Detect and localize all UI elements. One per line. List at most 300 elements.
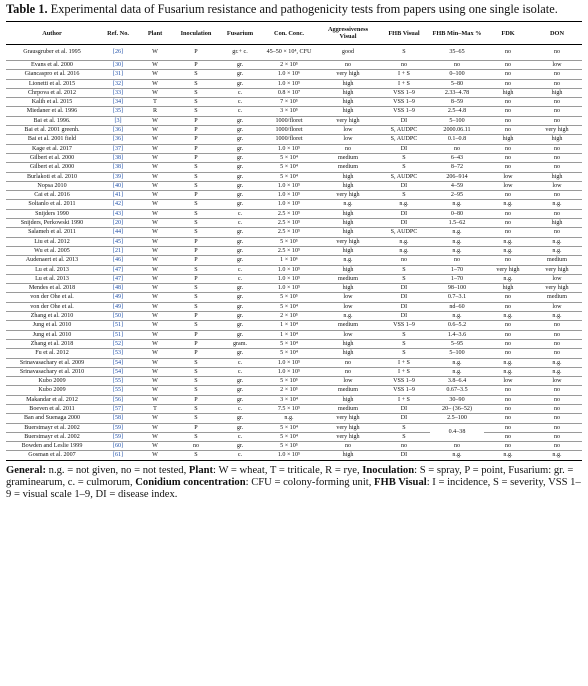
cell-aggressiveness: n.g. [318, 200, 378, 209]
cell-fhb-minmax: 8–59 [430, 98, 484, 107]
cell-author: von der Ohe et al. [6, 293, 98, 302]
cell-plant: W [138, 367, 172, 376]
cell-ref[interactable]: [34] [98, 98, 138, 107]
cell-inoculation: S [172, 219, 220, 228]
cell-inoculation: S [172, 163, 220, 172]
cell-fdk: n.g. [484, 200, 532, 209]
footnote-conc-text: : CFU = colony-forming unit, [245, 476, 374, 488]
cell-inoculation: P [172, 256, 220, 265]
cell-don: n.g. [532, 237, 582, 246]
cell-don: medium [532, 256, 582, 265]
cell-fusarium: gr. [220, 237, 260, 246]
cell-conc: 5 × 10⁴ [260, 163, 318, 172]
column-header-inoculation: Inoculation [172, 22, 220, 45]
cell-inoculation: S [172, 79, 220, 88]
cell-aggressiveness: high [318, 284, 378, 293]
cell-fusarium: gr. [220, 153, 260, 162]
cell-ref[interactable]: [42] [98, 200, 138, 209]
table-row [6, 302, 582, 311]
table-row [6, 293, 582, 302]
cell-plant: W [138, 153, 172, 162]
cell-don: no [532, 321, 582, 330]
cell-plant: W [138, 432, 172, 441]
table-row [6, 367, 582, 376]
cell-inoculation: S [172, 209, 220, 218]
cell-fhb-visual: VSS 1–9 [378, 321, 430, 330]
cell-inoculation: P [172, 339, 220, 348]
cell-author: Kage et al. 2017 [6, 144, 98, 153]
cell-fhb-visual: S [378, 191, 430, 200]
cell-aggressiveness: high [318, 79, 378, 88]
cell-fdk: no [484, 45, 532, 61]
cell-fusarium: c. [220, 219, 260, 228]
cell-fusarium: gr. [220, 79, 260, 88]
cell-fdk: no [484, 61, 532, 70]
cell-fusarium: gr. [220, 442, 260, 451]
table-row [6, 321, 582, 330]
cell-fusarium: gr.+ c. [220, 45, 260, 61]
cell-fhb-minmax: 5–95 [430, 339, 484, 348]
cell-fhb-visual: S [378, 45, 430, 61]
table-row [6, 284, 582, 293]
cell-fdk: no [484, 339, 532, 348]
cell-ref[interactable]: [38] [98, 153, 138, 162]
cell-ref[interactable]: [60] [98, 442, 138, 451]
cell-aggressiveness: n.g. [318, 256, 378, 265]
cell-fusarium: gr. [220, 395, 260, 404]
cell-plant: W [138, 228, 172, 237]
cell-fhb-visual: DI [378, 302, 430, 311]
cell-fusarium: gr. [220, 312, 260, 321]
cell-ref[interactable]: [38] [98, 163, 138, 172]
cell-fdk: high [484, 88, 532, 97]
table-row [6, 442, 582, 451]
cell-plant: W [138, 79, 172, 88]
cell-author: Mendes et al. 2018 [6, 284, 98, 293]
cell-fusarium: gr. [220, 116, 260, 125]
cell-inoculation: no [172, 442, 220, 451]
cell-fhb-visual: DI [378, 414, 430, 423]
cell-ref[interactable]: [40] [98, 181, 138, 190]
table-row [6, 395, 582, 404]
cell-conc: 5 × 10⁴ [260, 423, 318, 432]
cell-fusarium: gr. [220, 144, 260, 153]
cell-fdk: low [484, 181, 532, 190]
cell-inoculation: S [172, 386, 220, 395]
cell-fhb-visual: VSS 1–9 [378, 377, 430, 386]
cell-ref[interactable]: [55] [98, 386, 138, 395]
cell-inoculation: P [172, 246, 220, 255]
cell-conc: 5 × 10⁴ [260, 153, 318, 162]
cell-fusarium: gr. [220, 61, 260, 70]
cell-conc: 3 × 10⁴ [260, 395, 318, 404]
cell-fhb-visual: DI [378, 312, 430, 321]
cell-ref[interactable]: [32] [98, 79, 138, 88]
cell-don: very high [532, 284, 582, 293]
cell-ref[interactable]: [61] [98, 451, 138, 460]
cell-author: Buerstmayr et al. 2002 [6, 423, 98, 432]
cell-ref[interactable]: [56] [98, 395, 138, 404]
cell-fhb-minmax: 2.33–4.78 [430, 88, 484, 97]
cell-author: Grausgruber et al. 1995 [6, 45, 98, 61]
cell-fhb-minmax: 5–100 [430, 349, 484, 358]
cell-conc: 1.0 × 10⁵ [260, 367, 318, 376]
cell-conc: 1 × 10⁴ [260, 330, 318, 339]
cell-aggressiveness: no [318, 358, 378, 367]
cell-conc: 5 × 10⁵ [260, 377, 318, 386]
cell-aggressiveness: low [318, 293, 378, 302]
cell-fhb-visual: DI [378, 284, 430, 293]
cell-plant: W [138, 191, 172, 200]
cell-author: Lu et al. 2013 [6, 274, 98, 283]
cell-don: n.g. [532, 367, 582, 376]
cell-ref[interactable]: [52] [98, 339, 138, 348]
cell-plant: R [138, 107, 172, 116]
cell-conc: 2.5 × 10⁵ [260, 219, 318, 228]
cell-inoculation: P [172, 191, 220, 200]
cell-fhb-visual: DI [378, 144, 430, 153]
cell-fhb-minmax: 30–90 [430, 395, 484, 404]
table-caption [6, 2, 582, 17]
cell-author: Bai et al. 2001 greenh. [6, 126, 98, 135]
cell-ref[interactable]: [36] [98, 135, 138, 144]
cell-fhb-visual: S [378, 330, 430, 339]
cell-author: von der Ohe et al. [6, 302, 98, 311]
cell-fhb-visual: I + S [378, 395, 430, 404]
cell-don: n.g. [532, 358, 582, 367]
cell-inoculation: S [172, 293, 220, 302]
cell-fusarium: c. [220, 209, 260, 218]
cell-conc: 7.5 × 10⁵ [260, 404, 318, 413]
cell-fusarium: gr. [220, 191, 260, 200]
table-row [6, 377, 582, 386]
cell-fhb-minmax: 1–70 [430, 265, 484, 274]
cell-fhb-visual: I + S [378, 79, 430, 88]
cell-inoculation: P [172, 126, 220, 135]
cell-ref[interactable]: [44] [98, 228, 138, 237]
cell-plant: W [138, 395, 172, 404]
results-table [6, 21, 582, 461]
cell-don: medium [532, 293, 582, 302]
cell-ref[interactable]: [48] [98, 284, 138, 293]
cell-fusarium: gr. [220, 377, 260, 386]
cell-ref[interactable]: [37] [98, 144, 138, 153]
cell-author: Ban and Suenaga 2000 [6, 414, 98, 423]
cell-fhb-minmax: no [430, 144, 484, 153]
cell-conc: 5 × 10⁴ [260, 302, 318, 311]
cell-author: Kubo 2009 [6, 386, 98, 395]
cell-fusarium: c. [220, 367, 260, 376]
cell-ref[interactable]: [50] [98, 312, 138, 321]
cell-ref[interactable]: [45] [98, 237, 138, 246]
table-row [6, 116, 582, 125]
cell-fdk: n.g. [484, 237, 532, 246]
cell-don: no [532, 404, 582, 413]
cell-don: no [532, 98, 582, 107]
cell-don: no [532, 349, 582, 358]
cell-conc: 1.0 × 10⁵ [260, 284, 318, 293]
cell-conc: 1.0 × 10⁵ [260, 191, 318, 200]
cell-fdk: low [484, 377, 532, 386]
cell-plant: W [138, 312, 172, 321]
cell-don: n.g. [532, 246, 582, 255]
cell-fhb-minmax: 20– (36–52) [430, 404, 484, 413]
cell-aggressiveness: very high [318, 70, 378, 79]
cell-don: no [532, 386, 582, 395]
cell-aggressiveness: no [318, 144, 378, 153]
table-row [6, 70, 582, 79]
cell-ref[interactable]: [51] [98, 330, 138, 339]
cell-ref[interactable]: [36] [98, 126, 138, 135]
cell-fhb-minmax: 2–95 [430, 191, 484, 200]
cell-fdk: no [484, 442, 532, 451]
cell-fhb-minmax: n.g. [430, 358, 484, 367]
cell-author: Snijders, Perkowski 1990 [6, 219, 98, 228]
cell-conc: 5 × 10⁴ [260, 339, 318, 348]
cell-plant: W [138, 339, 172, 348]
cell-fhb-visual: S, AUDPC [378, 172, 430, 181]
cell-conc: 1.0 × 10⁵ [260, 265, 318, 274]
cell-ref[interactable]: [54] [98, 367, 138, 376]
footnote-general-label: General: [6, 464, 47, 476]
cell-ref[interactable]: [53] [98, 349, 138, 358]
footnote-fhb-text: : I = incidence, S = severity, VSS 1–9 = visual scale 1–9, DI = disease index. [6, 476, 581, 500]
cell-aggressiveness: high [318, 172, 378, 181]
cell-fusarium: gr. [220, 256, 260, 265]
cell-plant: W [138, 172, 172, 181]
cell-ref[interactable]: [31] [98, 70, 138, 79]
cell-plant: W [138, 246, 172, 255]
cell-don: no [532, 191, 582, 200]
cell-ref[interactable]: [20] [98, 219, 138, 228]
cell-conc: 1.0 × 10⁵ [260, 358, 318, 367]
cell-ref[interactable]: [41] [98, 191, 138, 200]
cell-fhb-visual: DI [378, 404, 430, 413]
cell-fdk: no [484, 349, 532, 358]
cell-fusarium: gr. [220, 126, 260, 135]
cell-ref[interactable]: [59] [98, 423, 138, 432]
footnote-general-text: n.g. = not given, no = not tested, [46, 464, 189, 476]
cell-author: Zhang et al. 2010 [6, 312, 98, 321]
cell-inoculation: S [172, 432, 220, 441]
cell-author: Salameh et al. 2011 [6, 228, 98, 237]
cell-inoculation: P [172, 144, 220, 153]
cell-don: very high [532, 265, 582, 274]
cell-plant: W [138, 144, 172, 153]
cell-fhb-minmax: 35–65 [430, 45, 484, 61]
cell-ref[interactable]: [26] [98, 45, 138, 61]
cell-fhb-minmax: 2.5–100 [430, 414, 484, 423]
cell-aggressiveness: low [318, 302, 378, 311]
cell-fusarium: c. [220, 274, 260, 283]
cell-fusarium: gram. [220, 339, 260, 348]
cell-ref[interactable]: [47] [98, 274, 138, 283]
cell-fusarium: gr. [220, 135, 260, 144]
cell-plant: W [138, 302, 172, 311]
cell-plant: T [138, 98, 172, 107]
cell-author: Kubo 2009 [6, 377, 98, 386]
cell-aggressiveness: high [318, 228, 378, 237]
cell-fdk: high [484, 135, 532, 144]
table-row [6, 163, 582, 172]
cell-author: Zhang et al. 2018 [6, 339, 98, 348]
cell-fhb-minmax: no [430, 442, 484, 451]
cell-ref[interactable]: [39] [98, 172, 138, 181]
cell-plant: W [138, 237, 172, 246]
table-row [6, 451, 582, 460]
cell-fusarium: c. [220, 107, 260, 116]
cell-ref[interactable]: [46] [98, 256, 138, 265]
cell-inoculation: S [172, 377, 220, 386]
cell-plant: W [138, 88, 172, 97]
cell-conc: 5 × 10⁴ [260, 349, 318, 358]
cell-conc: 5 × 10⁵ [260, 293, 318, 302]
cell-author: Bowden and Leslie 1999 [6, 442, 98, 451]
table-row [6, 404, 582, 413]
cell-don: n.g. [532, 312, 582, 321]
cell-inoculation: P [172, 237, 220, 246]
cell-ref[interactable]: [54] [98, 358, 138, 367]
table-row [6, 181, 582, 190]
cell-ref[interactable]: [59] [98, 432, 138, 441]
cell-don: no [532, 228, 582, 237]
cell-fusarium: c. [220, 358, 260, 367]
cell-ref[interactable]: [58] [98, 414, 138, 423]
cell-fhb-minmax: n.g. [430, 200, 484, 209]
cell-aggressiveness: medium [318, 163, 378, 172]
cell-ref[interactable]: [51] [98, 321, 138, 330]
cell-ref[interactable]: [33] [98, 88, 138, 97]
cell-fhb-minmax: no [430, 61, 484, 70]
cell-fdk: no [484, 386, 532, 395]
table-row [6, 79, 582, 88]
table-row [6, 191, 582, 200]
cell-ref[interactable]: [55] [98, 377, 138, 386]
cell-fhb-minmax: 0–100 [430, 70, 484, 79]
column-header-ref: Ref. No. [98, 22, 138, 45]
cell-don: low [532, 302, 582, 311]
cell-author: Buerstmayr et al. 2002 [6, 432, 98, 441]
cell-conc: 2.5 × 10⁵ [260, 246, 318, 255]
cell-don: no [532, 79, 582, 88]
cell-fusarium: c. [220, 88, 260, 97]
cell-fusarium: c. [220, 451, 260, 460]
cell-don: n.g. [532, 451, 582, 460]
cell-plant: W [138, 70, 172, 79]
cell-fdk: high [484, 284, 532, 293]
cell-don: no [532, 339, 582, 348]
cell-aggressiveness: no [318, 61, 378, 70]
table-row [6, 265, 582, 274]
cell-ref[interactable]: [43] [98, 209, 138, 218]
cell-aggressiveness: very high [318, 414, 378, 423]
cell-fhb-minmax: 1.4–3.6 [430, 330, 484, 339]
cell-fhb-visual: DI [378, 181, 430, 190]
cell-fhb-minmax: 5–100 [430, 116, 484, 125]
table-row [6, 126, 582, 135]
cell-conc: 1.0 × 10⁵ [260, 274, 318, 283]
cell-ref[interactable]: [47] [98, 265, 138, 274]
cell-fdk: no [484, 191, 532, 200]
cell-aggressiveness: high [318, 88, 378, 97]
cell-aggressiveness: high [318, 246, 378, 255]
cell-conc: 2 × 10⁵ [260, 312, 318, 321]
cell-fusarium: gr. [220, 246, 260, 255]
cell-conc: n.g. [260, 414, 318, 423]
cell-conc: 3 × 10⁵ [260, 107, 318, 116]
cell-fusarium: c. [220, 432, 260, 441]
cell-ref[interactable]: [35] [98, 107, 138, 116]
cell-aggressiveness: very high [318, 432, 378, 441]
cell-conc: 2.5 × 10⁵ [260, 228, 318, 237]
cell-author: Burlakoti et al. 2010 [6, 172, 98, 181]
cell-fusarium: gr. [220, 414, 260, 423]
cell-fdk: no [484, 256, 532, 265]
cell-fusarium: gr. [220, 321, 260, 330]
cell-inoculation: S [172, 172, 220, 181]
cell-inoculation: S [172, 414, 220, 423]
cell-fhb-minmax: 6–43 [430, 153, 484, 162]
cell-fusarium: gr. [220, 293, 260, 302]
cell-don: no [532, 45, 582, 61]
cell-plant: W [138, 219, 172, 228]
cell-fhb-minmax: 8–72 [430, 163, 484, 172]
cell-fdk: no [484, 404, 532, 413]
cell-conc: 1.0 × 10⁵ [260, 144, 318, 153]
cell-fdk: no [484, 116, 532, 125]
cell-conc: 1.0 × 10⁵ [260, 181, 318, 190]
cell-aggressiveness: high [318, 107, 378, 116]
footnote-fhb-label: FHB Visual [374, 476, 427, 488]
cell-fhb-visual: I + S [378, 358, 430, 367]
table-body [6, 45, 582, 461]
table-row [6, 274, 582, 283]
cell-fhb-visual: S [378, 432, 430, 441]
caption-text: Experimental data of Fusarium resistance and pathogenicity tests from papers using one single isolate. [50, 2, 558, 16]
cell-author: Boeven et al. 2011 [6, 404, 98, 413]
cell-inoculation: P [172, 423, 220, 432]
cell-ref[interactable]: [30] [98, 61, 138, 70]
cell-ref[interactable]: [21] [98, 246, 138, 255]
cell-ref[interactable]: [49] [98, 302, 138, 311]
cell-plant: W [138, 423, 172, 432]
cell-aggressiveness: very high [318, 237, 378, 246]
cell-don: no [532, 116, 582, 125]
cell-inoculation: S [172, 200, 220, 209]
cell-fhb-visual: no [378, 256, 430, 265]
table-row [6, 209, 582, 218]
cell-author: Fu et al. 2012 [6, 349, 98, 358]
cell-don: no [532, 70, 582, 79]
cell-plant: T [138, 404, 172, 413]
cell-aggressiveness: high [318, 395, 378, 404]
cell-fhb-visual: n.g. [378, 237, 430, 246]
cell-ref[interactable]: [57] [98, 404, 138, 413]
cell-conc: 5 × 10⁴ [260, 172, 318, 181]
table-footnote [6, 465, 582, 501]
cell-fhb-minmax: nd–60 [430, 302, 484, 311]
footnote-conc-label: Conidium concentration [135, 476, 246, 488]
cell-ref[interactable]: [3] [98, 116, 138, 125]
cell-fhb-minmax: n.g. [430, 228, 484, 237]
cell-inoculation: P [172, 349, 220, 358]
caption-label: Table 1. [6, 2, 48, 16]
cell-ref[interactable]: [49] [98, 293, 138, 302]
cell-fhb-minmax: 5–80 [430, 79, 484, 88]
cell-fhb-visual: I + S [378, 367, 430, 376]
cell-plant: W [138, 451, 172, 460]
footnote-plant-text: : W = wheat, T = triticale, R = rye, [213, 464, 363, 476]
